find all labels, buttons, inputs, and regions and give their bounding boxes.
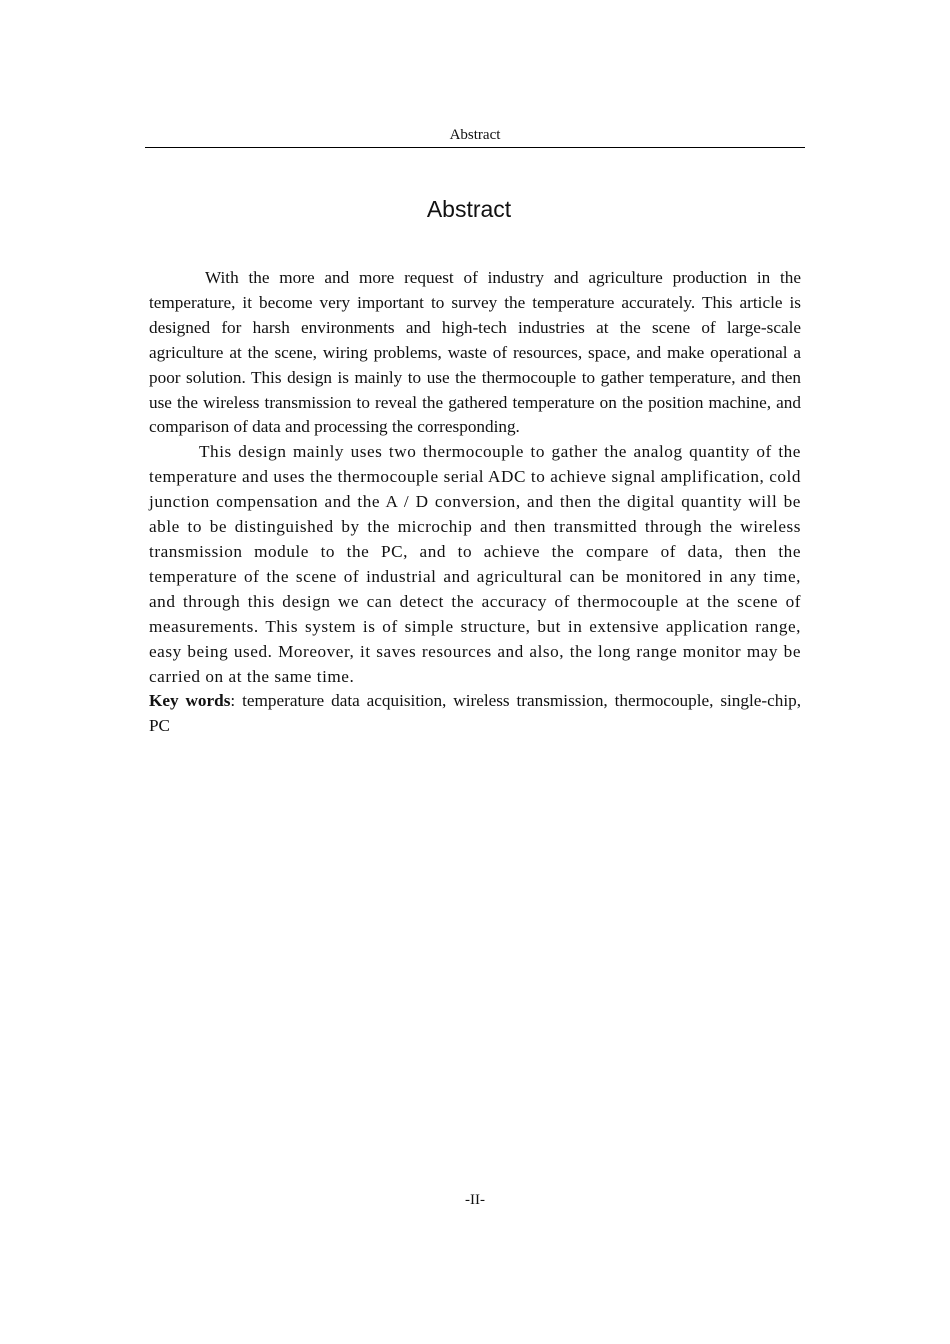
keywords-label: Key words: [149, 691, 231, 711]
abstract-paragraph-2: This design mainly uses two thermocouple to gather the analog quantity of the temperature and uses the thermocouple serial ADC to achieve signal amplification, cold junction compensation and the A / D conversion, and then the digital quantity will be able to be distinguished by the microchip and then transmitted through the wireless transmission module to the PC, and to achieve the compare of data, then the temperature of the scene of industrial and agricultural can be monitored in any time, and through this design we can detect the accuracy of thermocouple at the scene of measurements. This system is of simple structure, but in extensive application range, easy being used. Moreover, it saves resources and also, the long range monitor may be carried on at the same time.: [149, 442, 801, 686]
running-header: Abstract: [145, 126, 805, 148]
keywords-line: [149, 689, 801, 739]
abstract-paragraph-1: With the more and more request of industry and agriculture production in the temperature, it become very important to survey the temperature accurately. This article is designed for harsh environments and high-tech industries at the scene of large-scale agriculture at the scene, wiring problems, waste of resources, space, and make operational a poor solution. This design is mainly to use the thermocouple to gather temperature, and then use the wireless transmission to reveal the gathered temperature on the position machine, and comparison of data and processing the corresponding.: [149, 268, 801, 437]
keywords-separator: :: [230, 691, 243, 711]
abstract-body: [149, 266, 801, 739]
page-title: Abstract: [426, 196, 512, 222]
page-number: -II-: [465, 1192, 485, 1208]
keywords-text: temperature data acquisition, wireless transmission, thermocouple, single-chip, PC: [149, 691, 802, 736]
